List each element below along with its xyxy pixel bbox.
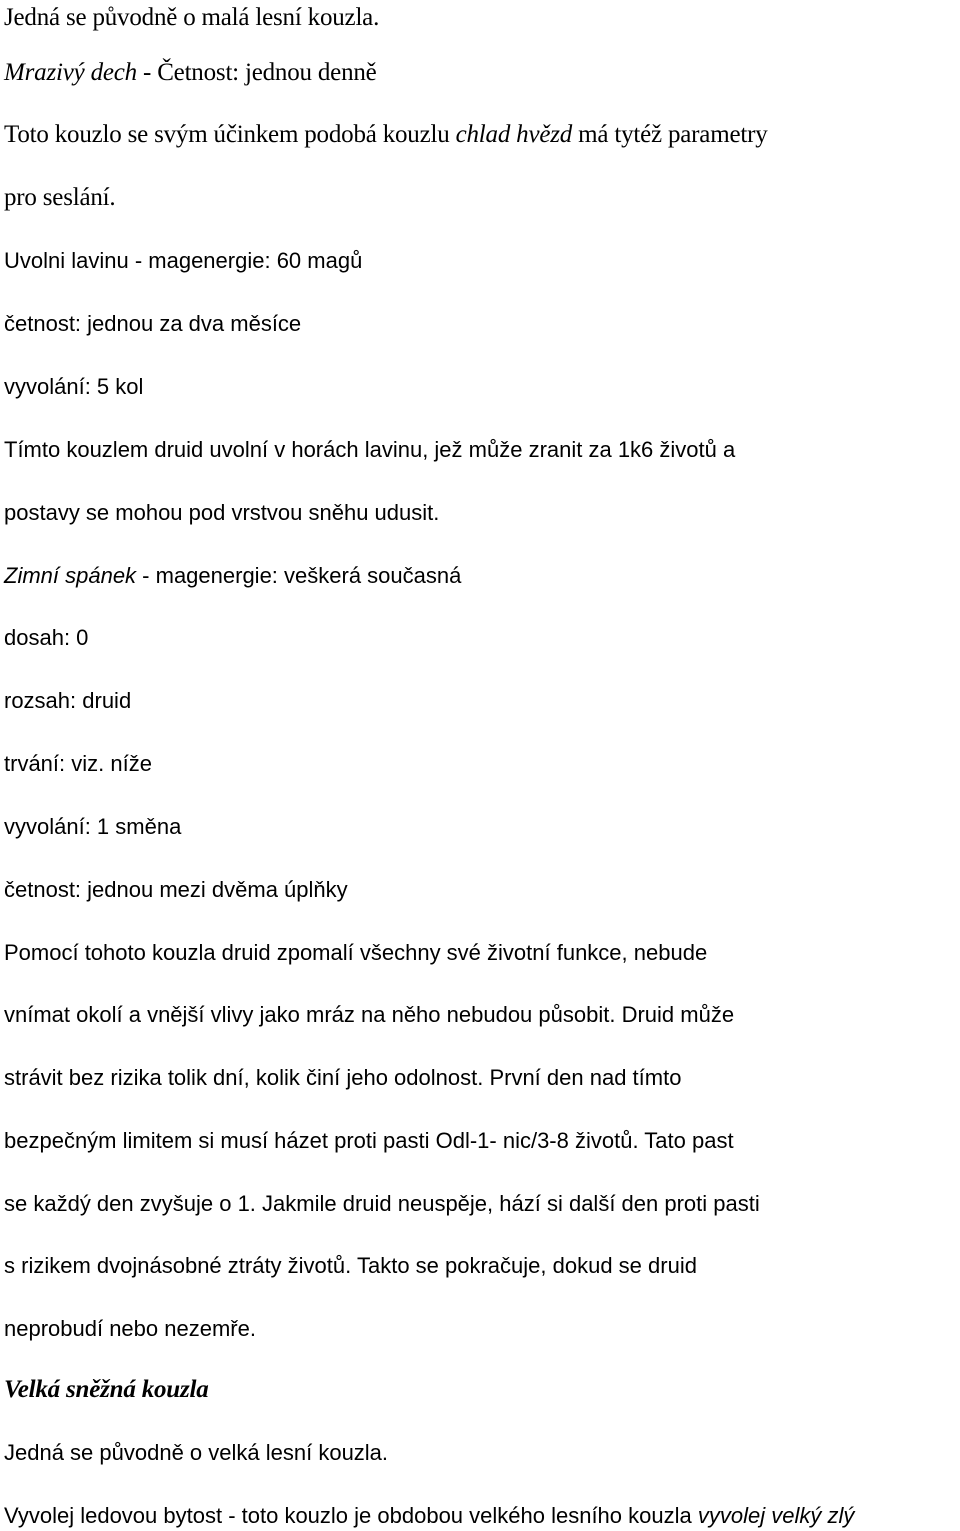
text: s rizikem dvojnásobné ztráty životů. Takto se pokračuje, dokud se druid	[4, 1253, 697, 1278]
text: Jedná se původně o malá lesní kouzla.	[4, 4, 380, 31]
text: neprobudí nebo nezemře.	[4, 1316, 256, 1341]
text: bezpečným limitem si musí házet proti pasti Odl-1- nic/3-8 životů. Tato past	[4, 1128, 734, 1153]
spell-title-line	[4, 561, 461, 591]
text: má tytéž parametry	[572, 121, 768, 148]
text-line	[4, 623, 88, 653]
text: postavy se mohou pod vrstvou sněhu udusit.	[4, 500, 440, 525]
text: pro seslání.	[4, 184, 116, 211]
text: vyvolání: 5 kol	[4, 374, 144, 399]
text-line	[4, 875, 348, 905]
text: Uvolni lavinu - magenergie: 60 magů	[4, 248, 363, 273]
text-line	[4, 246, 362, 276]
text-line	[4, 1189, 760, 1219]
text-line	[4, 1126, 734, 1156]
spell-reference: chlad hvězd	[455, 121, 573, 148]
text: vyvolání: 1 směna	[4, 814, 182, 839]
section-heading	[4, 1375, 209, 1405]
heading-text: Velká sněžná kouzla	[4, 1376, 209, 1403]
text-line	[4, 1063, 681, 1093]
text: rozsah: druid	[4, 688, 132, 713]
text-line	[4, 1501, 854, 1531]
text-line	[4, 498, 439, 528]
text-line	[4, 1251, 697, 1281]
text-line	[4, 938, 707, 968]
text: četnost: jednou za dva měsíce	[4, 311, 302, 336]
spell-title-line	[4, 58, 377, 88]
spell-name: Zimní spánek	[4, 563, 137, 588]
text: trvání: viz. níže	[4, 751, 152, 776]
text-line	[4, 120, 768, 150]
spell-reference: vyvolej velký zlý	[697, 1503, 855, 1528]
text: - magenergie: veškerá současná	[136, 563, 462, 588]
text: - Četnost: jednou denně	[136, 59, 377, 86]
text-line	[4, 3, 379, 33]
text-line	[4, 1314, 256, 1344]
text-line	[4, 372, 143, 402]
text: Jedná se původně o velká lesní kouzla.	[4, 1440, 389, 1465]
text-line	[4, 183, 115, 213]
text: vnímat okolí a vnější vlivy jako mráz na něho nebudou působit. Druid může	[4, 1002, 735, 1027]
text-line	[4, 1000, 734, 1030]
text-line	[4, 309, 301, 339]
text-line	[4, 435, 735, 465]
text: Tímto kouzlem druid uvolní v horách lavinu, jež může zranit za 1k6 životů a	[4, 437, 736, 462]
text-line	[4, 749, 152, 779]
text: dosah: 0	[4, 625, 89, 650]
text: strávit bez rizika tolik dní, kolik činí jeho odolnost. První den nad tímto	[4, 1065, 682, 1090]
text: se každý den zvyšuje o 1. Jakmile druid neuspěje, hází si další den proti pasti	[4, 1191, 760, 1216]
text: Toto kouzlo se svým účinkem podobá kouzlu	[4, 121, 456, 148]
text-line	[4, 812, 181, 842]
spell-name: Mrazivý dech	[4, 59, 137, 86]
text-line	[4, 686, 131, 716]
text: Vyvolej ledovou bytost - toto kouzlo je obdobou velkého lesního kouzla	[4, 1503, 698, 1528]
text: Pomocí tohoto kouzla druid zpomalí všechny své životní funkce, nebude	[4, 940, 708, 965]
text: četnost: jednou mezi dvěma úplňky	[4, 877, 348, 902]
text-line	[4, 1438, 388, 1468]
